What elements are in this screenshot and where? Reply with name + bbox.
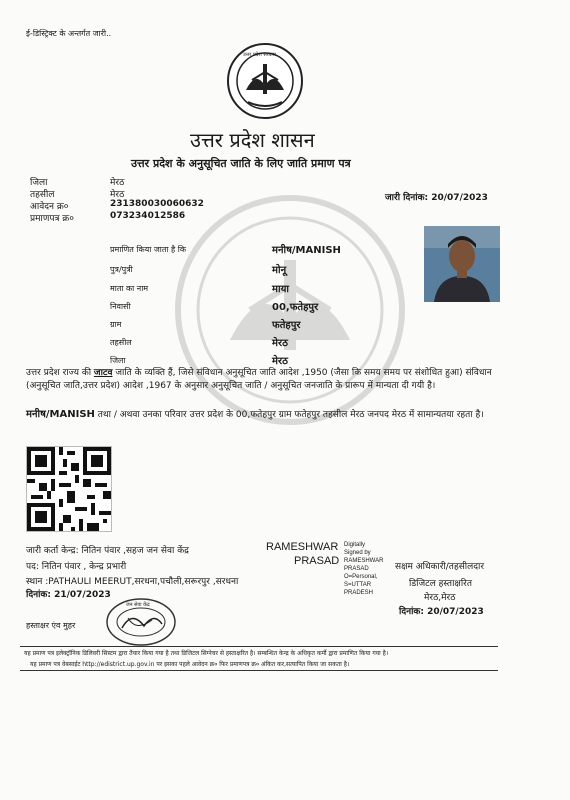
page-subtitle: उत्तर प्रदेश के अनुसूचित जाति के लिए जाति प्रमाण पत्र [131, 157, 351, 170]
top-note: ई-डिस्ट्रिक्ट के अन्तर्गत जारी.. [26, 29, 112, 38]
mother-name: माया [272, 284, 289, 295]
footer-divider [20, 646, 498, 647]
digital-signature-line: Digitally [344, 542, 366, 548]
page-title: उत्तर प्रदेश शासन [190, 128, 315, 152]
person-photo-icon [424, 226, 500, 302]
meta-value: मेरठ [110, 190, 125, 200]
footer-divider [20, 670, 498, 671]
meta-label: जिला [30, 178, 48, 188]
officer-signature-note: डिजिटल हस्ताक्षरित [409, 579, 472, 589]
qr-code [26, 446, 112, 532]
officer-date: दिनांक: 20/07/2023 [399, 607, 484, 617]
caste-statement-text: जाति के व्यक्ति हैं, जिसे संविधान अनुसूचित जाति आदेश ,1950 (जैसा कि समय समय पर संशोधित हुआ) संविधान (अनुसूचित जाति,उत्तर प्रदेश) आदेश ,1967 के अनुसार अनुसूचित जाति / अनुसूचित जनजाति के प्रारूप में मान्यता दी गयी है। [26, 368, 492, 391]
meta-label: तहसील [30, 190, 55, 200]
village: फतेहपुर [272, 320, 301, 331]
digital-signature-line: RAMESHWAR [344, 558, 384, 564]
meta-label: आवेदन क्र० [30, 202, 69, 212]
digital-signature-line: Signed by [344, 550, 371, 556]
issue-date: जारी दिनांक: 20/07/2023 [385, 193, 488, 203]
qr-code-icon [27, 447, 111, 531]
caste-statement-text: उत्तर प्रदेश राज्य की [26, 368, 94, 378]
issuing-center: जारी कर्ता केन्द्र: नितिन पंवार ,सहज जन सेवा केंद्र [26, 546, 189, 556]
residence: 00,फतेहपुर [272, 302, 319, 313]
digital-signature-line: S=UTTAR [344, 582, 372, 588]
person-label: निवासी [110, 302, 131, 311]
application-number: 231380030060632 [110, 199, 204, 209]
applicant-photo [424, 226, 500, 302]
issuer-date: दिनांक: 21/07/2023 [26, 590, 111, 600]
person-name: मनीष/MANISH [272, 245, 341, 256]
person-label: ग्राम [110, 320, 122, 329]
meta-label: प्रमाणपत्र क्र० [30, 214, 74, 224]
meta-value: मेरठ [110, 178, 125, 188]
stamp-text: जन सेवा केंद्र [126, 602, 150, 608]
person-label: तहसील [110, 338, 132, 347]
footer-note: यह प्रमाण पत्र इलेक्ट्रॉनिक डिलिवरी सिस्टम द्वारा तैयार किया गया है तथा डिजिटल सिग्नेचर से हस्ताक्षरित है। सम्बन्धित केन्द्र के अधिकृत कर्मी द्वारा प्रमाणित किया गया है। [24, 650, 389, 657]
person-label: प्रमाणित किया जाता है कि [110, 245, 187, 254]
signature-label: हस्ताक्षर एंव मुहर [26, 621, 76, 630]
residence-statement [26, 408, 496, 422]
person-label: पुत्र/पुत्री [110, 265, 133, 274]
caste-statement [26, 367, 496, 393]
officer-place: मेरठ,मेरठ [424, 593, 456, 603]
issuer-place: स्थान :PATHAULI MEERUT,सरधना,पचौली,सरूरपुर ,सरधना [26, 577, 239, 587]
residence-statement-text: तथा / अथवा उनका परिवार उत्तर प्रदेश के 00,फतेहपुर ग्राम फतेहपुर तहसील मेरठ जनपद मेरठ में सामान्यतया रहता है। [94, 410, 484, 420]
signer-name: RAMESHWAR [266, 541, 339, 553]
caste-name: जाटव [93, 368, 113, 378]
digital-signature-line: PRASAD [344, 566, 369, 572]
father-name: मोनू [272, 265, 287, 276]
signer-name: PRASAD [294, 555, 340, 567]
issuer-post: पद: नितिन पंवार , केन्द्र प्रभारी [26, 562, 127, 572]
certificate-number: 073234012586 [110, 211, 186, 221]
person-label: माता का नाम [110, 284, 149, 293]
digital-signature-line: PRADESH [344, 590, 374, 596]
tehsil: मेरठ [272, 338, 288, 349]
holder-name: मनीष/MANISH [26, 409, 95, 420]
footer-verification-note: यह प्रमाण पत्र वेबसाईट http://edistrict.up.gov.in पर इसका पहले आवेदन क्र० फिर प्रमाणपत्र क्र० अंकित कर,सत्यापित किया जा सकता है। [30, 661, 350, 668]
officer-title: सक्षम अधिकारी/तहसीलदार [395, 562, 485, 572]
person-label: जिला [110, 356, 126, 365]
emblem-caption: उत्तर प्रदेश सरकार [243, 52, 276, 58]
district: मेरठ [272, 356, 288, 367]
digital-signature-line: O=Personal, [344, 574, 378, 580]
digital-signature-details [344, 541, 383, 597]
